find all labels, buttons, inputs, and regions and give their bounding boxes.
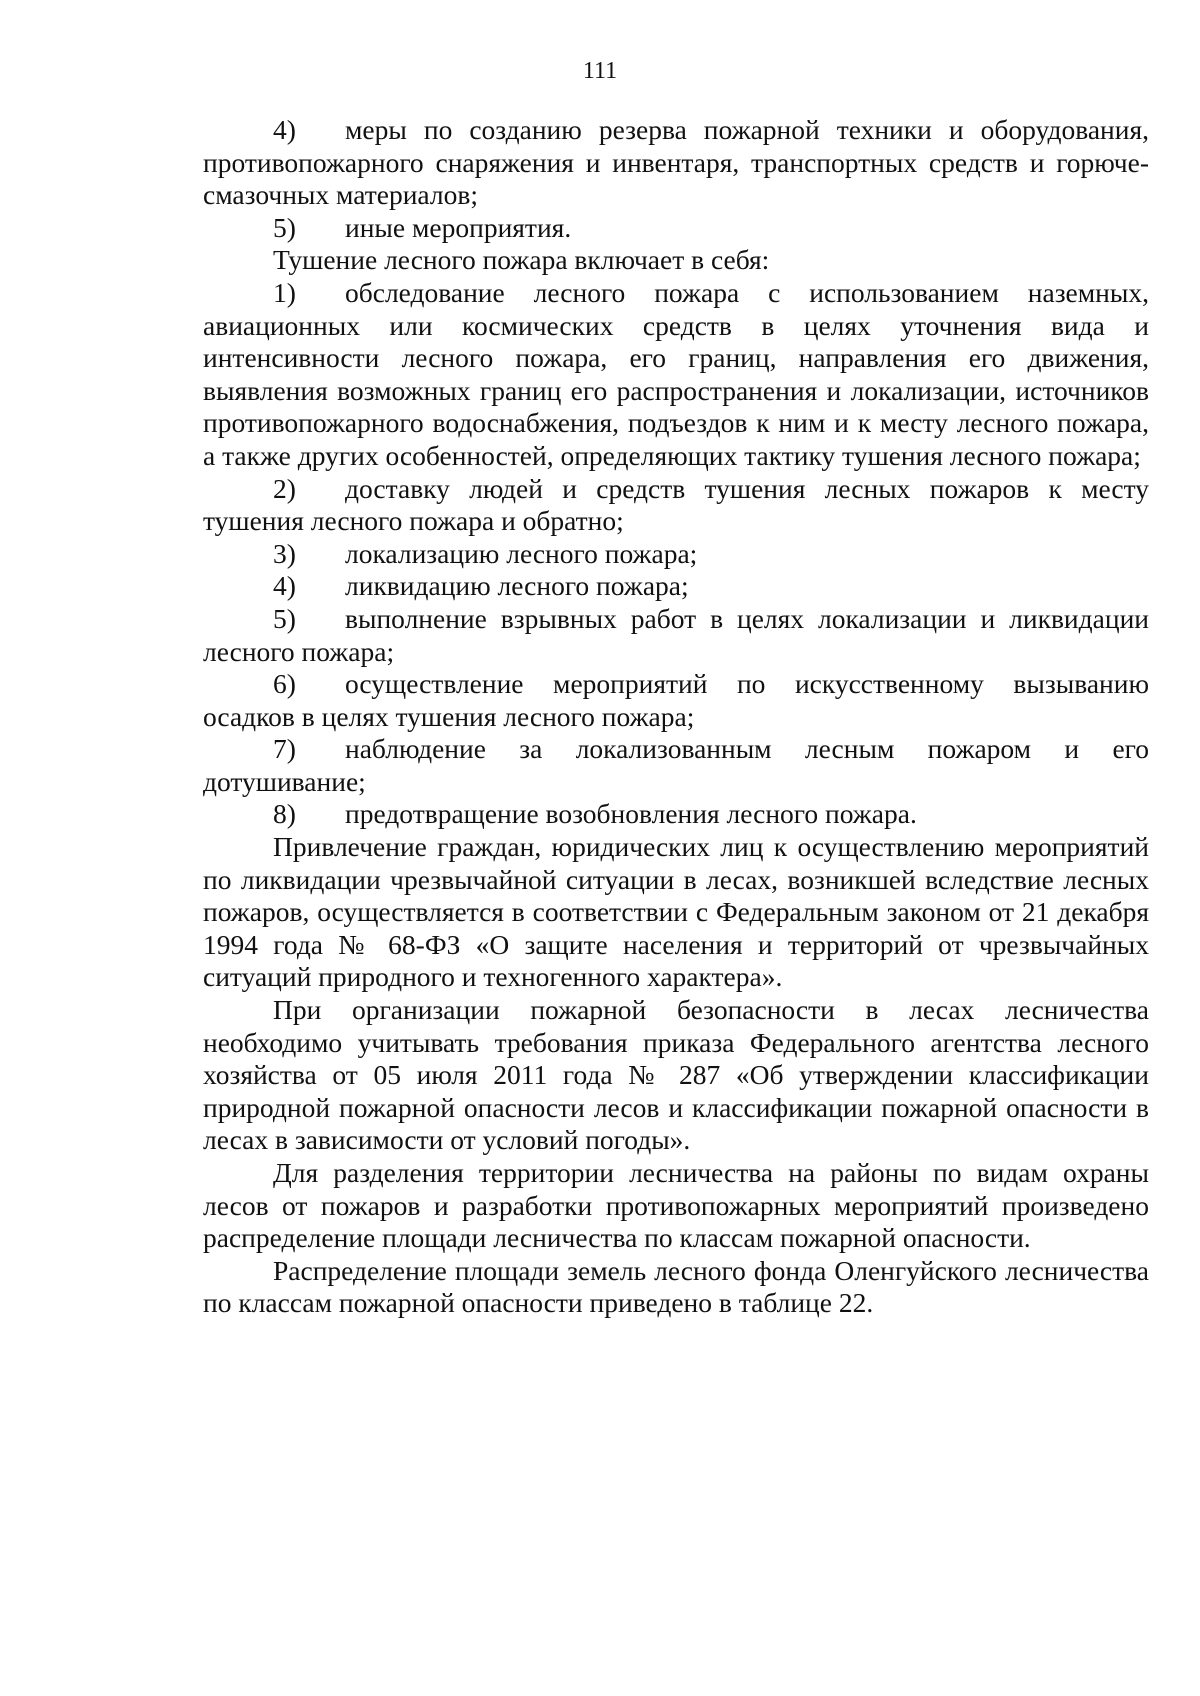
paragraph-text: ликвидацию лесного пожара;: [345, 570, 689, 602]
paragraph-text: Для разделения территории лесничества на районы по видам охраны лесов от пожаров и разработки противопожарных мероприятий произведено распределение площади лесничества по классам пожарной опасности.: [203, 1157, 1149, 1254]
paragraph-text: локализацию лесного пожара;: [345, 537, 698, 569]
paragraph-text: выполнение взрывных работ в целях локализации и ликвидации лесного пожара;: [203, 602, 1149, 667]
page-number: 111: [582, 58, 618, 84]
item-number: 7): [273, 733, 296, 765]
paragraph: [203, 277, 1149, 473]
paragraph: [203, 831, 1149, 994]
item-number: 5): [273, 211, 296, 243]
paragraph: [203, 473, 1149, 538]
paragraph: [203, 798, 1149, 831]
paragraph: [203, 994, 1149, 1157]
item-number: 3): [273, 537, 296, 569]
item-number: 8): [273, 798, 296, 830]
item-number: 4): [273, 570, 296, 602]
item-number: 1): [273, 276, 296, 308]
paragraph: [203, 1255, 1149, 1320]
paragraph-text: Привлечение граждан, юридических лиц к осуществлению мероприятий по ликвидации чрезвычайной ситуации в лесах, возникшей вследствие лесных пожаров, осуществляется в соответствии с Федеральным законом от 21 декабря 1994 года № 68-ФЗ «О защите населения и территорий от чрезвычайных ситуаций природного и техногенного характера».: [203, 831, 1149, 993]
paragraph-text: обследование лесного пожара с использованием наземных, авиационных или космических средств в целях уточнения вида и интенсивности лесного пожара, его границ, направления его движения, выявления возможных границ его распространения и локализации, источников противопожарного водоснабжения, подъездов к ним и к месту лесного пожара, а также других особенностей, определяющих тактику тушения лесного пожара;: [203, 276, 1149, 471]
document-body: [203, 114, 1149, 1320]
paragraph: [203, 733, 1149, 798]
paragraph: [203, 212, 1149, 245]
paragraph: [203, 603, 1149, 668]
paragraph: [203, 244, 1149, 277]
item-number: 4): [273, 114, 296, 145]
paragraph-text: Тушение лесного пожара включает в себя:: [273, 244, 770, 276]
paragraph-text: При организации пожарной безопасности в лесах лесничества необходимо учитывать требования приказа Федерального агентства лесного хозяйства от 05 июля 2011 года № 287 «Об утверждении классификации природной пожарной опасности лесов и классификации пожарной опасности в лесах в зависимости от условий погоды».: [203, 994, 1149, 1156]
item-number: 6): [273, 668, 296, 700]
paragraph: [203, 1157, 1149, 1255]
paragraph-text: осуществление мероприятий по искусственному вызыванию осадков в целях тушения лесного пожара;: [203, 668, 1149, 732]
paragraph-text: доставку людей и средств тушения лесных пожаров к месту тушения лесного пожара и обратно;: [203, 472, 1149, 537]
paragraph: [203, 114, 1149, 212]
paragraph-text: Распределение площади земель лесного фонда Оленгуйского лесничества по классам пожарной опасности приведено в таблице 22.: [203, 1254, 1149, 1319]
paragraph-text: иные мероприятия.: [345, 211, 572, 243]
paragraph-text: наблюдение за локализованным лесным пожаром и его дотушивание;: [203, 733, 1149, 797]
paragraph: [203, 570, 1149, 603]
paragraph: [203, 538, 1149, 571]
item-number: 5): [273, 602, 296, 634]
item-number: 2): [273, 472, 296, 504]
paragraph-text: меры по созданию резерва пожарной техники и оборудования, противопожарного снаряжения и инвентаря, транспортных средств и горюче-смазочных материалов;: [203, 114, 1149, 211]
paragraph-text: предотвращение возобновления лесного пожара.: [345, 798, 917, 830]
paragraph: [203, 668, 1149, 733]
